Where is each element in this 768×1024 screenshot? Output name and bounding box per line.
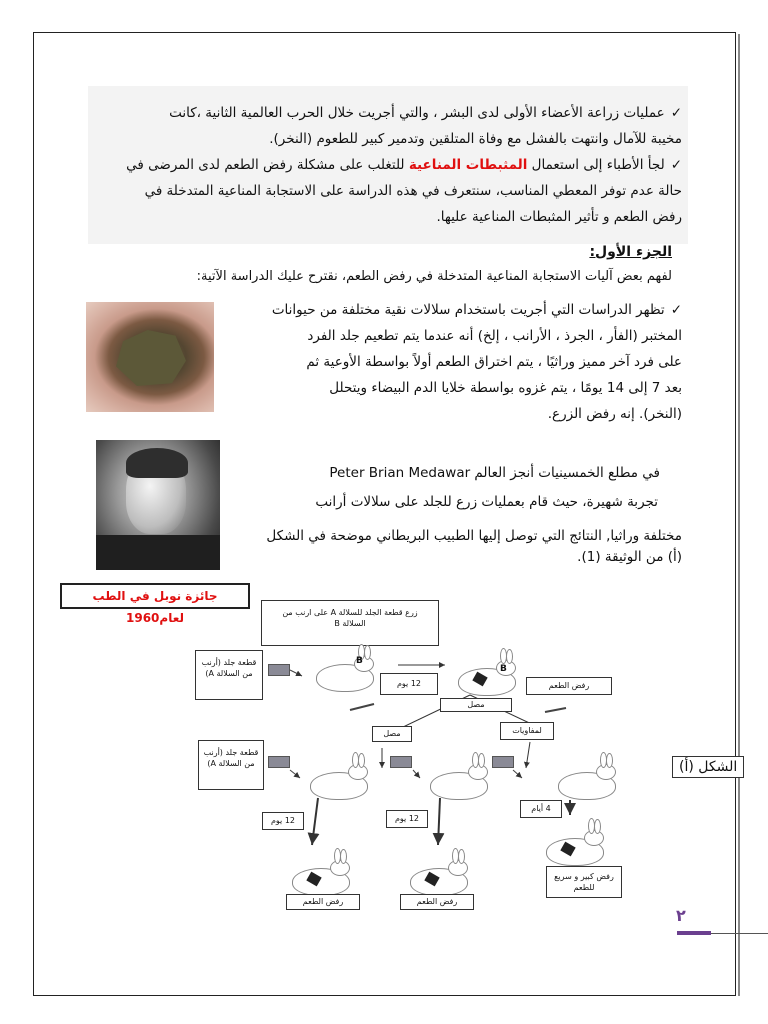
reject-box-top: رفض الطعم: [526, 677, 612, 695]
rabbit-icon: [304, 760, 370, 798]
intro-p1-line2: مخيبة للآمال وانتهت بالفشل مع وفاة المتلقين وتدمير كبير للطعوم (النخر).: [269, 131, 682, 147]
strain-b-label: B: [356, 656, 363, 666]
strain-b-label: B: [500, 664, 507, 674]
page-number-bar: [677, 931, 711, 935]
intro-p2-end: للتغلب على مشكلة رفض الطعم لدى المرضى في: [126, 157, 409, 173]
page-number-line: [711, 933, 768, 934]
serum-box: مصل: [372, 726, 412, 742]
intro-p2-line3: رفض الطعم و تأثير المثبطات المناعية عليها.: [436, 209, 682, 225]
days-4-box: 4 أيام: [520, 800, 562, 818]
skin-piece-box-1: قطعة جلد (أرنب من السلالة A): [195, 650, 263, 700]
nobel-prize-label: جائزة نوبل في الطب لعام1960: [60, 583, 250, 609]
immunosuppressants-term: المثبطات المناعية: [408, 157, 528, 173]
rabbit-rejected-icon: [540, 826, 606, 864]
skin-patch-icon: [390, 756, 412, 768]
study-line5: (النخر). إنه رفض الزرع.: [547, 406, 682, 422]
rabbit-rejected-icon: [404, 856, 470, 894]
rabbit-icon: [552, 760, 618, 798]
study-line2: المختبر (الفأر ، الجرذ ، الأرانب ، إلخ) أنه عندما يتم تطعيم جلد الفرد: [307, 328, 682, 344]
fast-reject-box: رفض كبير و سريع للطعم: [546, 866, 622, 898]
section-heading: الجزء الأول:: [589, 244, 672, 260]
figure-label: الشكل (أ): [672, 756, 744, 778]
page-number: ٢: [676, 906, 686, 925]
rabbit-rejected-icon: [452, 656, 518, 694]
intro-p2-start: لجأ الأطباء إلى استعمال: [527, 157, 665, 173]
medawar-line1: في مطلع الخمسينيات أنجز العالم Peter Brian Medawar: [329, 465, 660, 481]
days-12-box-2: 12 يوم: [386, 810, 428, 828]
reject-box-1: رفض الطعم: [286, 894, 360, 910]
skin-patch-icon: [268, 664, 290, 676]
skin-patch-icon: [492, 756, 514, 768]
medawar-line3: مختلفة وراثيا, النتائج التي توصل إليها الطبيب البريطاني موضحة في الشكل: [266, 528, 682, 544]
skin-patch-icon: [268, 756, 290, 768]
lymphocytes-box: لمفاويات: [500, 722, 554, 740]
study-line3: على فرد آخر مميز وراثيًا ، يتم اختراق الطعم أولاً بواسطة الأوعية ثم: [306, 354, 682, 370]
study-line1: تظهر الدراسات التي أجريت باستخدام سلالات نقية مختلفة من حيوانات: [271, 302, 665, 318]
checkmark-icon: ✓: [670, 105, 682, 121]
rabbit-rejected-icon: [286, 856, 352, 894]
medawar-line2: تجربة شهيرة، حيث قام بعمليات زرع للجلد على سلالات أرانب: [315, 494, 658, 510]
section-lead: لفهم بعض آليات الاستجابة المناعية المتدخلة في رفض الطعم، نقترح عليك الدراسة الآتية:: [196, 269, 672, 284]
checkmark-icon: ✓: [670, 157, 682, 173]
days-12-box-1: 12 يوم: [262, 812, 304, 830]
intro-p1-line1: عمليات زراعة الأعضاء الأولى لدى البشر ، والتي أجريت خلال الحرب العالمية الثانية ،كانت: [169, 105, 665, 121]
diagram-top-box: زرع قطعة الجلد للسلالة A على ارنب من السلالة B: [261, 600, 439, 646]
reject-box-2: رفض الطعم: [400, 894, 474, 910]
medawar-line4: (أ) من الوثيقة (1).: [577, 549, 682, 565]
skin-piece-box-2: قطعة جلد (أرنب من السلالة A): [198, 740, 264, 790]
checkmark-icon: ✓: [670, 302, 682, 318]
days-12-box-top: 12 يوم: [380, 673, 438, 695]
rabbit-icon: [310, 652, 376, 690]
rabbit-icon: [424, 760, 490, 798]
serum-box-top: مصل: [440, 698, 512, 712]
intro-p2-line2: حالة عدم توفر المعطي المناسب، سنتعرف في هذه الدراسة على الاستجابة المناعية المتدخلة في: [144, 183, 682, 199]
study-line4: بعد 7 إلى 14 يومًا ، يتم غزوه بواسطة خلايا الدم البيضاء ويتحلل: [329, 380, 682, 396]
